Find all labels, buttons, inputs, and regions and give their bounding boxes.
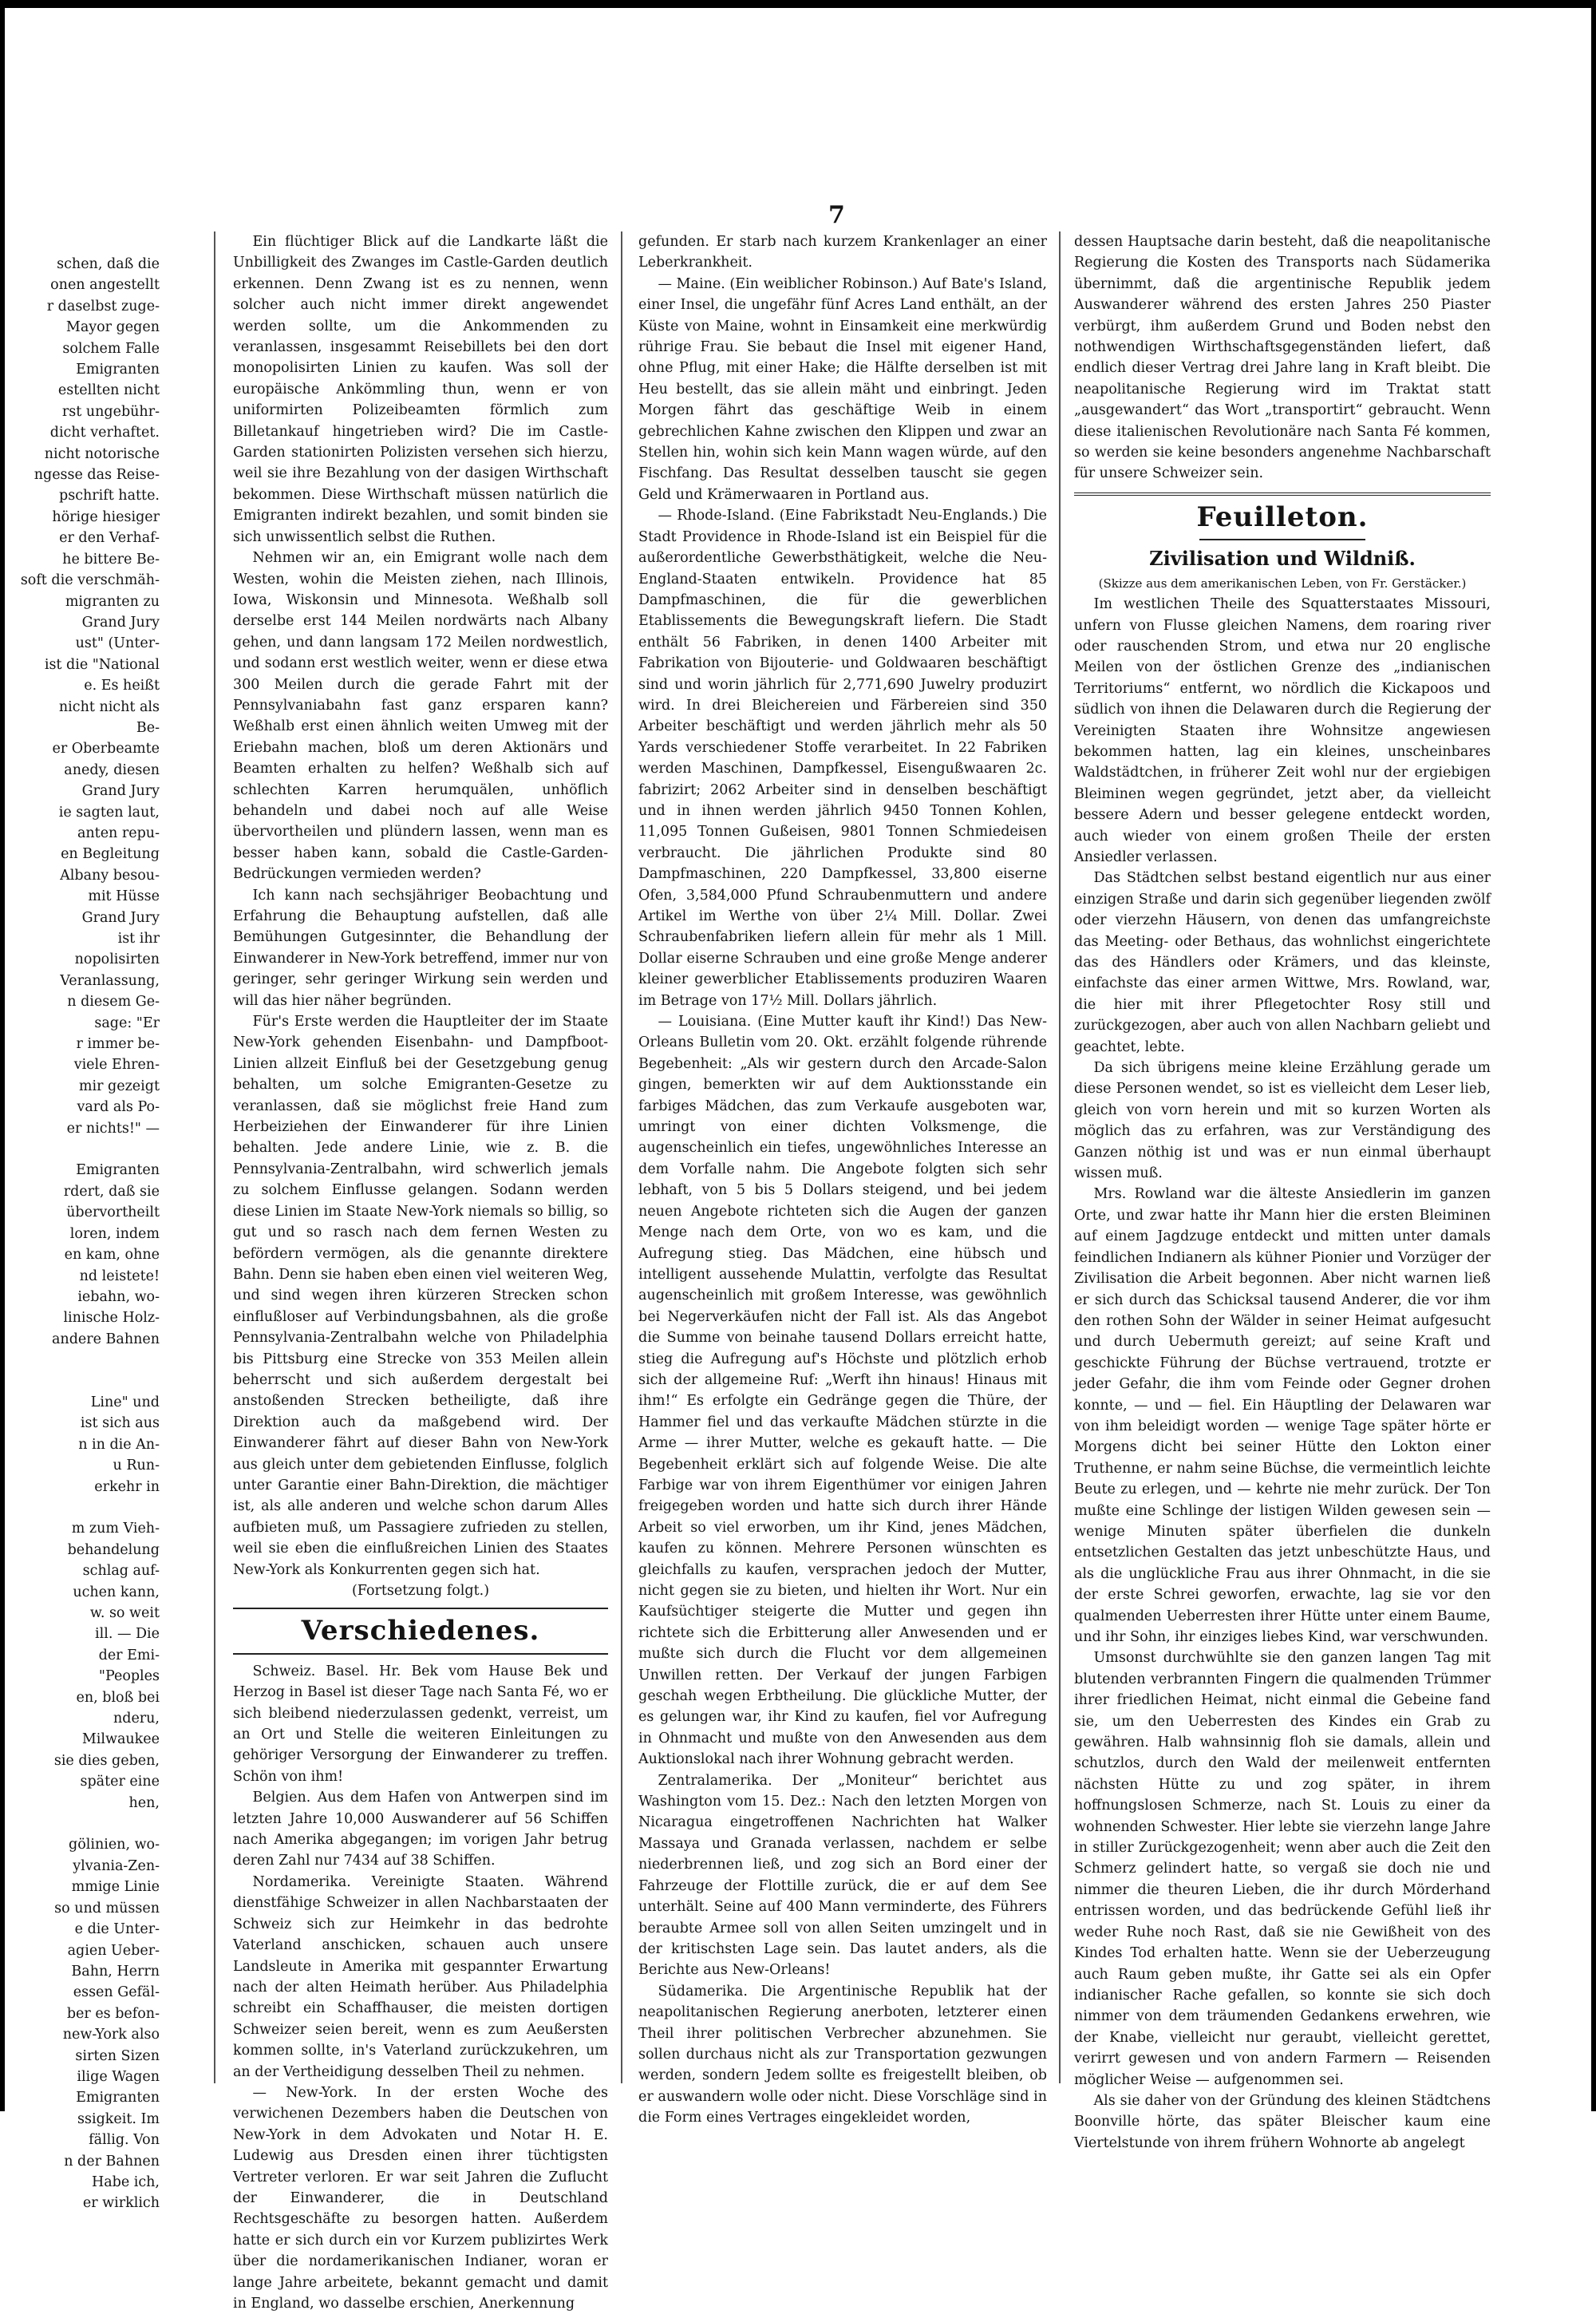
news-item: — Louisiana. (Eine Mutter kauft ihr Kind!) Das New-Orleans Bulletin vom 20. Okt. erzählt folgende rührende Begebenheit: „Als wir gestern durch den Arcade-Salon gingen, bemerkten wir auf dem Auktionsstande ein farbiges Mädchen, das zum Verkaufe ausgeboten war, umringt von einer dichten Volksmenge, die augenscheinlich ein tiefes, ungewöhnliches Interesse an dem Vorfalle nahm. Die Angebote folgten sich sehr lebhaft, von 5 bis 5 Dollars steigend, und bei jedem neuen Angebote richteten sich die Augen der ganzen Menge nach dem Orte, von wo es kam, und die Aufregung stieg. Das Mädchen, eine hübsch und intelligent aussehende Mulattin, verfolgte das Resultat augenscheinlich mit großem Interesse, was gewöhnlich bei Negerverkäufen nicht der Fall ist. Als das Angebot die Summe von beinahe tausend Dollars erreicht hatte, stieg die Aufregung auf's Höchste und plötzlich erhob sich der allgemeine Ruf: „Werft ihn hinaus! Hinaus mit ihm!“ Es erfolgte ein Gedränge gegen die Thüre, der Hammer fiel und das verkaufte Mädchen stürzte in die Arme — ihrer Mutter, welche es gekauft hatte. — Die Begebenheit erklärt sich auf folgende Weise. Die alte Farbige war von ihrem Eigenthümer vor einigen Jahren freigegeben worden und hatte sich durch ihrer Hände Arbeit so viel erworben, um ihr Kind, jenes Mädchen, kaufen zu können. Mehrere Personen wünschten es gleichfalls zu kaufen, versprachen jedoch der Mutter, nicht gegen sie zu bieten, und hielten ihr Wort. Nur ein Kaufsüchtiger steigerte die Mutter und gegen ihn richtete sich die Erbitterung aller Anwesenden und er mußte sich durch die Flucht vor dem allgemeinen Unwillen retten. Der Verkauf der jungen Farbigen geschah wegen Erbtheilung. Die glückliche Mutter, der es gelungen war, ihr Kind zu kaufen, fiel vor Aufregung in Ohnmacht und mußte von den Anwesenden aus dem Auktionslokal nach ihrer Wohnung gebracht werden. xyxy=(638,1014,1047,1768)
fragment-line: nopolisirten xyxy=(74,951,160,968)
fragment-line xyxy=(0,1371,160,1392)
fragment-line xyxy=(0,1139,160,1160)
fragment-line: er den Verhaf- xyxy=(59,530,160,547)
fragment-line: Line" und xyxy=(90,1394,160,1410)
fragment-line: he bittere Be- xyxy=(62,551,160,568)
fragment-line: solchem Falle xyxy=(62,340,160,357)
fragment-line: sirten Sizen xyxy=(75,2047,160,2064)
fragment-line: n der Bahnen xyxy=(64,2153,160,2170)
fragment-line: onen angestellt xyxy=(50,277,160,294)
fragment-line: anedy, diesen xyxy=(64,761,160,778)
fragment-line: estellten nicht xyxy=(57,382,160,399)
fragment-line: ist ihr xyxy=(117,931,160,947)
column-rule xyxy=(621,231,622,2083)
page-number: 7 xyxy=(828,201,845,229)
fragment-line: ylvania-Zen- xyxy=(73,1857,160,1874)
fragment-line: Bahn, Herrn xyxy=(71,1963,160,1980)
fragment-line: Milwaukee xyxy=(81,1731,160,1748)
column-rule xyxy=(1059,231,1061,2083)
fragment-line: der Emi- xyxy=(98,1647,160,1663)
fragment-line: Veranlassung, xyxy=(60,972,160,989)
story-paragraph: Das Städtchen selbst bestand eigentlich nur aus einer einzigen Straße und darin sich gegenüber liegenden zwölf oder vierzehn Häusern, von denen das umfangreichste das Meeting- oder Bethaus, das wohnlichst eingerichtete das des Händlers oder Krämers, und das kleinste, einfachste das einer armen Wittwe, Mrs. Rowland, war, die hier mit ihrer Pflegetochter Rosy still und zurückgezogen, aber auch von allen Nachbarn geliebt und geachtet, lebte. xyxy=(1074,870,1491,1055)
fragment-line: essen Gefäl- xyxy=(73,1984,160,2001)
divider xyxy=(233,1608,608,1609)
fragment-line: so und müssen xyxy=(54,1900,160,1916)
article-paragraph: Ein flüchtiger Blick auf die Landkarte läßt die Unbilligkeit des Zwanges im Castle-Garden deutlich erkennen. Denn Zwang ist es zu nennen, wenn solcher auch nicht immer direkt angewendet werden sollte, um die Ankommenden zu veranlassen, insgesammt Reisebillets bei den dort monopolisirten Linien zu kaufen. Was soll der europäische Ankömmling thun, wenn er von uniformirten Polizeibeamten förmlich zum Billetankauf hingetrieben wird? Die im Castle-Garden stationirten Polizisten versehen sich hierzu, weil sie ihre Bezahlung von der dasigen Wirthschaft bekommen. Diese Wirthschaft müssen natürlich die Emigranten indirekt bezahlen, und somit binden sie sich unwissentlich selbst die Ruthen. xyxy=(233,234,608,545)
news-item: Zentralamerika. Der „Moniteur“ berichtet aus Washington vom 15. Dez.: Nach den letzten Morgen von Nicaragua eingetroffenen Nachrichten hat Walker Massaya und Granada verlassen, nachdem er selbe niederbrennen ließ, und zog sich an Bord einer der Fahrzeuge der Flottille zurück, die er auf dem See unterhält. Seine auf 400 Mann verminderte, des Führers beraubte Armee soll von allen Seiten umzingelt und in der kritischsten Lage sein. Das lautet anders, als die Berichte aus New-Orleans! xyxy=(638,1772,1047,1979)
article-paragraph: Für's Erste werden die Hauptleiter der im Staate New-York gehenden Eisenbahn- und Dampfboot-Linien allzeit Einfluß bei der Gesetzgebung genug behalten, um solche Emigranten-Gesetze zu veranlassen, daß sie möglichst freie Hand zum Herbeiziehen der Einwanderer für ihre Linien behalten. Jede andere Linie, wie z. B. die Pennsylvania-Zentralbahn, wird schwerlich jemals zu solchem Einflusse gelangen. Sodann werden diese Linien im Staate New-York niemals so billig, so gut und so rasch nach dem fernen Westen zu befördern vermögen, als die genannte direktere Bahn. Denn sie haben eben einen viel weiteren Weg, und sind wegen ihren kürzeren Strecken schon einflußloser auf Verbindungsbahnen, als die große Pennsylvania-Zentralbahn welche von Philadelphia bis Pittsburg eine Strecke von 353 Meilen allein beherrscht und sich außerdem dergestalt bei anstoßenden Strecken betheiligte, daß ihre Direktion auch da maßgebend wird. Der Einwanderer fährt auf dieser Bahn von New-York aus gleich unter dem gebietenden Einflusse, folglich unter Garantie einer Bahn-Direktion, die mächtiger ist, als alle anderen und welche schon darum Alles aufbieten muß, um Passagiere zufrieden zu stellen, weil sie eben die einflußreichen Linien des Staates New-York als Konkurrenten gegen sich hat. xyxy=(233,1014,608,1578)
divider xyxy=(233,1653,608,1655)
news-item: Nordamerika. Vereinigte Staaten. Während dienstfähige Schweizer in allen Nachbarstaaten der Schweiz sich zur Heimkehr in das bedrohte Vaterland anschicken, schauen auch unsere Landsleute in Amerika mit gespannter Erwartung nach der alten Heimath herüber. Aus Philadelphia schreibt ein Schaffhauser, die meisten dortigen Schweizer seien bereit, wenn es zum Aeußersten kommen sollte, in's Vaterland zurückzukehren, um an der Vertheidigung desselben Theil zu nehmen. xyxy=(233,1873,608,2080)
article-paragraph: Ich kann nach sechsjähriger Beobachtung und Erfahrung die Behauptung aufstellen, daß alle Bemühungen Gutgesinnter, die Behandlung der Einwanderer in New-York betreffend, immer nur von geringer, sehr geringer Wirkung sein werden und will das hier näher begründen. xyxy=(233,887,608,1009)
fragment-line: er Oberbeamte xyxy=(52,741,160,757)
fragment-line: Emigranten xyxy=(76,2090,160,2106)
news-item: Schweiz. Basel. Hr. Bek vom Hause Bek und Herzog in Basel ist dieser Tage nach Santa Fé, wo er sich bleibend niederzulassen gedenkt, verreist, um an Ort und Stelle die weiteren Einleitungen zu gehöriger Versorgung der Einwanderer zu treffen. Schön von ihm! xyxy=(233,1663,608,1785)
article-paragraph: gefunden. Er starb nach kurzem Krankenlager an einer Leberkrankheit. xyxy=(638,234,1047,271)
fragment-line: mir gezeigt xyxy=(78,1078,160,1094)
fragment-line: nicht nicht als xyxy=(58,698,160,715)
scan-edge-top xyxy=(0,0,1596,8)
fragment-line xyxy=(0,1497,160,1518)
left-page-fragment xyxy=(0,254,160,2214)
fragment-line xyxy=(0,1350,160,1371)
fragment-line: fällig. Von xyxy=(89,2132,160,2149)
fragment-line: m zum Vieh- xyxy=(71,1521,160,1537)
fragment-line: mit Hüsse xyxy=(88,888,160,905)
fragment-line: schlag auf- xyxy=(82,1563,160,1580)
story-subtitle: (Skizze aus dem amerikanischen Leben, von Fr. Gerstäcker.) xyxy=(1098,576,1467,591)
fragment-line: uchen kann, xyxy=(73,1584,160,1600)
fragment-line: soft die verschmäh- xyxy=(20,572,160,589)
fragment-line: rst ungebühr- xyxy=(61,403,160,420)
article-paragraph: dessen Hauptsache darin besteht, daß die neapolitanische Regierung die Kosten des Transports nach Südamerika übernimmt, daß die argentinische Republik jedem Auswanderer während des ersten Jahres 250 Piaster verbürgt, ihm außerdem Grund und Boden nebst den nothwendigen Wirthschaftsgegenständen liefert, daß endlich dieser Vertrag drei Jahre lang in Kraft bleibt. Die neapolitanische Regierung wird im Traktat statt „ausgewandert“ das Wort „transportirt“ gebraucht. Wenn diese italienischen Revolutionäre nach Santa Fé kommen, so werden sie keine besonders angenehme Nachbarschaft für unsere Schweizer sein. xyxy=(1074,234,1491,482)
fragment-line: sie dies geben, xyxy=(53,1752,160,1769)
fragment-line: en kam, ohne xyxy=(64,1247,160,1264)
fragment-line: ie sagten laut, xyxy=(58,804,160,821)
section-heading: Verschiedenes. xyxy=(301,1615,540,1647)
fragment-line: schen, daß die xyxy=(57,256,160,272)
fragment-line: später eine xyxy=(80,1774,160,1790)
fragment-line: dicht verhaftet. xyxy=(49,425,160,441)
fragment-line: pschrift hatte. xyxy=(59,488,160,504)
fragment-line: vard als Po- xyxy=(77,1099,160,1116)
fragment-line: hörige hiesiger xyxy=(52,508,160,525)
news-item: Belgien. Aus dem Hafen von Antwerpen sind im letzten Jahre 10,000 Auswanderer auf 56 Schiffen nach Amerika abgegangen; im vorigen Jahr betrug deren Zahl nur 7434 auf 38 Schiffen. xyxy=(233,1790,608,1869)
fragment-line: andere Bahnen xyxy=(51,1331,160,1347)
section-heading: Feuilleton. xyxy=(1196,500,1369,533)
fragment-line: loren, indem xyxy=(69,1225,160,1242)
fragment-line: Habe ich, xyxy=(91,2174,160,2190)
continuation-note: (Fortsetzung folgt.) xyxy=(351,1583,490,1599)
divider xyxy=(1074,492,1491,496)
story-title: Zivilisation und Wildniß. xyxy=(1149,547,1416,571)
news-item: — Rhode-Island. (Eine Fabrikstadt Neu-Englands.) Die Stadt Providence in Rhode-Island ist ein Beispiel für die außerordentliche Gewerbsthätigkeit, welche die Neu-England-Staaten entwikeln. Providence hat 85 Dampfmaschinen, die für die gewerblichen Etablissements die Bewegungskraft liefern. Die Stadt enthält 56 Fabriken, in denen 1400 Arbeiter mit Fabrikation von Bijouterie- und Goldwaaren beschäftigt sind und worin jährlich für 2,771,690 Juwelry produzirt wird. In drei Bleichereien und Färbereien sind 350 Arbeiter beschäftigt und werden jährlich mehr als 50 Yards verschiedener Stoffe verarbeitet. In 22 Fabriken werden Maschinen, Dampfkessel, Eisengußwaaren 2c. fabrizirt; 2062 Arbeiter sind in denselben beschäftigt und in ihnen werden jährlich 9450 Tonnen Kohlen, 11,095 Tonnen Gußeisen, 9801 Tonnen Schmiedeisen verbraucht. Die jährlichen Produkte sind 80 Dampfmaschinen, 220 Dampfkessel, 33,800 eiserne Ofen, 3,584,000 Pfund Schraubenmuttern und andere Artikel im Werthe von über 2¼ Mill. Dollar. Zwei Schraubenfabriken liefern allein für mehr als 1 Mill. Dollar eiserne Schrauben und eine große Menge anderer kleiner gewerblicher Etablissements produziren Waaren im Betrage von 17½ Mill. Dollars jährlich. xyxy=(638,508,1047,1009)
column-1 xyxy=(233,231,608,2314)
fragment-line: ill. — Die xyxy=(95,1626,160,1643)
fragment-line: Grand Jury xyxy=(81,783,160,800)
fragment-line: Be- xyxy=(136,719,160,736)
fragment-line: sage: "Er xyxy=(94,1015,160,1031)
fragment-line: Grand Jury xyxy=(81,614,160,631)
fragment-line: ist sich aus xyxy=(80,1415,160,1432)
news-item: — New-York. In der ersten Woche des verwichenen Dezembers haben die Deutschen von New-York in dem Advokaten und Notar H. E. Ludewig aus Dresden einen ihrer tüchtigsten Vertreter verloren. Er war seit Jahren die Zuflucht der Einwanderer, die in Deutschland Rechtsgeschäfte zu besorgen hatten. Außerdem hatte er sich durch ein vor Kurzem publizirtes Werk über die nordamerikanischen Indianer, woran er lange Jahre arbeitete, bekannt gemacht und damit in England, wo dasselbe erschien, Anerkennung xyxy=(233,2084,608,2312)
fragment-line: e die Unter- xyxy=(74,1921,160,1938)
fragment-line: migranten zu xyxy=(65,593,160,610)
fragment-line: ssigkeit. Im xyxy=(77,2110,160,2127)
column-2 xyxy=(638,231,1047,2129)
fragment-line: w. so weit xyxy=(89,1605,160,1621)
fragment-line: e. Es heißt xyxy=(84,678,160,694)
fragment-line: ber es befon- xyxy=(66,2005,160,2022)
fragment-line: Grand Jury xyxy=(81,909,160,926)
fragment-line xyxy=(0,1814,160,1834)
fragment-line: agien Ueber- xyxy=(67,1942,160,1959)
fragment-line: nicht notorische xyxy=(44,445,160,462)
news-item: Südamerika. Die Argentinische Republik hat der neapolitanischen Regierung anerboten, letzterer einen Theil ihrer politischen Verbrecher abzunehmen. Sie sollen durchaus nicht als zur Transportation gezwungen werden, sondern Jedem sollte es freigestellt bleiben, ob er auswandern wolle oder nicht. Diese Vorschläge sind in die Form eines Vertrages eingekleidet worden, xyxy=(638,1983,1047,2126)
fragment-line: gölinien, wo- xyxy=(69,1837,160,1853)
news-item: — Maine. (Ein weiblicher Robinson.) Auf Bate's Island, einer Insel, die ungefähr fünf Acres Land enthält, an der Küste von Maine, wohnt in Einsamkeit eine merkwürdig rührige Frau. Sie bebaut die Insel mit eigener Hand, ohne Pflug, mit einer Hake; die Hälfte derselben ist mit Heu bestellt, das sie allein mäht und einbringt. Jeden Morgen fährt das geschäftige Weib in einem gebrechlichen Kahne zwischen den Klippen und zwar an Stellen hin, wohin sich kein Mann wagen würde, auf den Fischfang. Das Resultat desselben tauscht sie gegen Geld und Krämerwaaren in Portland aus. xyxy=(638,275,1047,503)
fragment-line: übervortheilt xyxy=(66,1204,160,1221)
fragment-line: Albany besou- xyxy=(60,867,160,884)
story-paragraph: Als sie daher von der Gründung des kleinen Städtchens Boonville hörte, das später Bleischer kaum eine Viertelstunde von ihrem frühern Wohnorte ab angelegt xyxy=(1074,2092,1491,2151)
fragment-line: viele Ehren- xyxy=(73,1057,160,1074)
fragment-line: new-York also xyxy=(62,2027,160,2043)
story-paragraph: Umsonst durchwühlte sie den ganzen langen Tag mit blutenden verbrannten Fingern die qualmenden Trümmer ihrer friedlichen Heimat, nicht einmal die Gebeine fand sie, um den Ueberresten des Kindes ein Grab zu gewähren. Halb wahnsinnig floh sie damals, allein und schutzlos, durch den Wald der meilenweit entfernten nächsten Hütte zu und zog später, in ihrem hoffnungslosen Schmerze, nach St. Louis zu einer da wohnenden Schwester. Hier lebte sie vierzehn lange Jahre in stiller Zurückgezogenheit; wenn aber auch die Zeit den Schmerz gelindert hatte, so vergaß sie doch nie und nimmer die theuren Lieben, die ihr durch Mörderhand entrissen worden, und das bedrückende Gefühl ließ ihr weder Ruhe noch Rast, daß sie nie Gewißheit von des Kindes Tod erhalten hatte. Wenn sie der Ueberzeugung auch Raum geben mußte, ihr Gatte sei als ein Opfer indianischer Rache gefallen, so konnte sie sich doch nimmer von dem träumenden Gedankens erwehren, wie der Knabe, vielleicht nur geraubt, vielleicht gerettet, verirrt gewesen und von andern Farmern — Reisenden möglicher Weise — aufgenommen sei. xyxy=(1074,1650,1491,2088)
fragment-line: ilige Wagen xyxy=(77,2068,160,2085)
fragment-line: behandelung xyxy=(67,1541,160,1558)
fragment-line: n diesem Ge- xyxy=(67,994,160,1011)
fragment-line: ngesse das Reise- xyxy=(34,467,160,484)
fragment-line: en, bloß bei xyxy=(76,1689,160,1706)
fragment-line: nderu, xyxy=(113,1711,160,1727)
fragment-line: Mayor gegen xyxy=(65,319,160,336)
scan-edge-right xyxy=(1591,0,1596,2111)
fragment-line: ust" (Unter- xyxy=(75,635,160,652)
fragment-line: mmige Linie xyxy=(71,1879,160,1896)
fragment-line: linische Holz- xyxy=(63,1310,160,1327)
fragment-line: en Begleitung xyxy=(61,846,160,863)
fragment-line: hen, xyxy=(128,1794,160,1811)
fragment-line: u Run- xyxy=(113,1458,160,1474)
story-paragraph: Mrs. Rowland war die älteste Ansiedlerin im ganzen Orte, und zwar hatte ihr Mann hier die ersten Bleiminen auf einem Jagdzuge entdeckt und mitten unter damals feindlichen Indianern als kühner Pionier und Vorzüger der Zivilisation die Arbeit begonnen. Aber nicht warnen ließ er sich durch das Schicksal tausend Anderer, die vor ihm den rothen Sohn der Wälder in seiner Heimat aufgesucht und durch Uebermuth gereizt; auf seine Kraft und geschickte Führung der Büchse vertrauend, trotzte er jeder Gefahr, die ihm vom Feinde oder Gegner drohen konnte, — und — fiel. Ein Häuptling der Delawaren war von ihm beleidigt worden — wenige Tage später hörte er Morgens dicht bei seiner Hütte den Lokton einer Truthenne, er nahm seine Büchse, die vermeintlich leichte Beute zu erlegen, und — kehrte nie mehr zurück. Der Ton mußte eine Schlinge der listigen Wilden gewesen sein — wenige Minuten später überfielen die dunkeln entsetzlichen Gestalten das jetzt unbeschützte Haus, und als die unglückliche Frau aus ihrer Ohnmacht, in die sie der erste Schrei geworfen, erwachte, lag sie vor den qualmenden Ueberresten ihrer Hütte unter einem Baume, und ihr Sohn, ihr einziges liebes Kind, war verschwunden. xyxy=(1074,1186,1491,1645)
fragment-line: erkehr in xyxy=(94,1478,160,1495)
fragment-line: Emigranten xyxy=(76,362,160,378)
fragment-line: rdert, daß sie xyxy=(63,1183,160,1200)
fragment-line: nd leistete! xyxy=(79,1268,160,1284)
column-rule xyxy=(214,231,215,2083)
fragment-line: "Peoples xyxy=(98,1668,160,1685)
fragment-line: n in die An- xyxy=(78,1436,160,1453)
article-paragraph: Nehmen wir an, ein Emigrant wolle nach dem Westen, wohin die Meisten ziehen, nach Illinois, Iowa, Wiskonsin und Minnesota. Weßhalb soll derselbe erst 144 Meilen nordwärts nach Albany gehen, und dann langsam 172 Meilen nordwestlich, und sodann erst westlich weiter, wenn er diese etwa 300 Meilen durch die gerade Fahrt mit der Pennsylvaniabahn fast ganz ersparen kann? Weßhalb erst einen ähnlich weiten Umweg mit der Eriebahn machen, bloß um deren Aktionärs und Beamten erhalten zu helfen? Weßhalb sich auf schlechten Karren herumquälen, unhöflich behandeln und dabei noch auf alle Weise übervortheilen und plündern lassen, wenn man es besser haben kann, sobald die Castle-Garden-Bedrückungen vermieden werden? xyxy=(233,550,608,883)
fragment-line: iebahn, wo- xyxy=(77,1288,160,1305)
fragment-line: r daselbst zuge- xyxy=(46,298,160,314)
fragment-line: r immer be- xyxy=(76,1036,160,1053)
fragment-line: er nichts!" — xyxy=(66,1120,160,1137)
fragment-line: ist die "National xyxy=(44,656,160,673)
fragment-line: anten repu- xyxy=(77,825,160,841)
story-paragraph: Da sich übrigens meine kleine Erzählung gerade um diese Personen wendet, so ist es vielleicht dem Leser lieb, gleich von vorn herein und mit so kurzen Worten als möglich das zu erfahren, was zur Verständigung des Ganzen nöthig ist und was er nun einmal überhaupt wissen muß. xyxy=(1074,1060,1491,1182)
divider xyxy=(1199,539,1366,540)
story-paragraph: Im westlichen Theile des Squatterstaates Missouri, unfern von Flusse gleichen Namens, dem roaring river oder rauschenden Strom, und etwa nur 20 englische Meilen von der östlichen Grenze des „indianischen Territoriums“ entfernt, wo nördlich die Kickapoos und südlich von ihnen die Delawaren durch die Regierung der Vereinigten Staaten ihre Wohnsitze angewiesen bekommen hatten, lag ein kleines, unscheinbares Waldstädtchen, in früherer Zeit wohl nur der ergiebigen Bleiminen wegen gegründet, jetzt aber, da vielleicht bessere Adern und besser gelegene entdeckt worden, auch wieder von einem großen Theile der ersten Ansiedler verlassen. xyxy=(1074,596,1491,865)
fragment-line: er wirklich xyxy=(82,2195,160,2212)
column-3 xyxy=(1074,231,1491,2154)
fragment-line: Emigranten xyxy=(76,1162,160,1179)
